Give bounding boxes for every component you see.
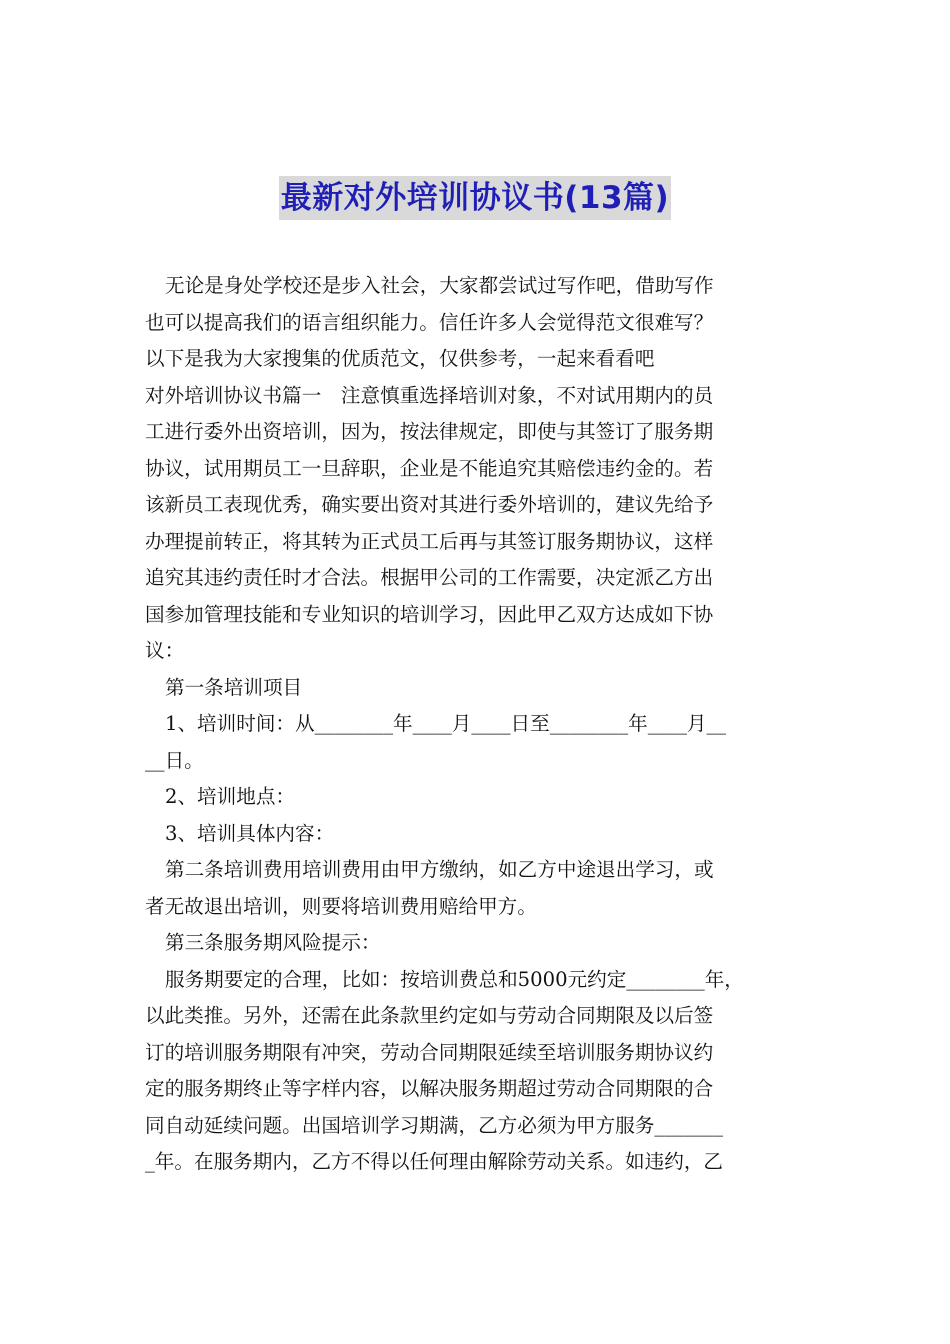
paragraph-line: 也可以提高我们的语言组织能力。信任许多人会觉得范文很难写？ [145, 310, 714, 334]
paragraph-line: 以下是我为大家搜集的优质范文，仅供参考，一起来看看吧 [145, 347, 655, 370]
paragraph-line: 协议，试用期员工一旦辞职，企业是不能追究其赔偿违约金的。若 [145, 456, 714, 480]
section-heading: 第一条培训项目 [165, 675, 303, 699]
paragraph-line: 同自动延续问题。出国培训学习期满，乙方必须为甲方服务_______ [145, 1113, 724, 1137]
paragraph-line: 者无故退出培训，则要将培训费用赔给甲方。 [145, 894, 537, 918]
paragraph-line: 第二条培训费用培训费用由甲方缴纳，如乙方中途退出学习，或 [165, 858, 714, 881]
paragraph-line: 工进行委外出资培训，因为，按法律规定，即使与其签订了服务期 [145, 420, 714, 443]
paragraph-line: __日。 [145, 748, 204, 772]
paragraph-line: 办理提前转正，将其转为正式员工后再与其签订服务期协议，这样 [145, 529, 714, 553]
paragraph-line: 国参加管理技能和专业知识的培训学习，因此甲乙双方达成如下协 [145, 602, 714, 626]
paragraph-line: 以此类推。另外，还需在此条款里约定如与劳动合同期限及以后签 [145, 1004, 714, 1027]
paragraph-line: 定的服务期终止等字样内容，以解决服务期超过劳动合同期限的合 [145, 1077, 714, 1100]
paragraph-line: 2、培训地点： [165, 785, 296, 808]
paragraph-line: _年。在服务期内，乙方不得以任何理由解除劳动关系。如违约，乙 [145, 1150, 724, 1173]
paragraph-line: 1、培训时间：从________年____月____日至________年____月__ [165, 712, 727, 735]
paragraph-line: 该新员工表现优秀，确实要出资对其进行委外培训的，建议先给予 [145, 493, 714, 516]
paragraph-line: 3、培训具体内容： [165, 821, 335, 845]
paragraph-line: 订的培训服务期限有冲突，劳动合同期限延续至培训服务期协议约 [145, 1040, 714, 1064]
document-body [145, 268, 810, 1181]
title-container [0, 176, 950, 220]
paragraph-line: 对外培训协议书篇一 注意慎重选择培训对象，不对试用期内的员 [145, 383, 714, 407]
paragraph-line: 无论是身处学校还是步入社会，大家都尝试过写作吧，借助写作 [165, 274, 714, 297]
section-heading: 第三条服务期风险提示： [165, 931, 381, 954]
document-title: 最新对外培训协议书(13篇) [279, 176, 671, 220]
paragraph-line: 追究其违约责任时才合法。根据甲公司的工作需要，决定派乙方出 [145, 566, 714, 589]
paragraph-line: 议： [145, 639, 185, 662]
paragraph-line: 服务期要定的合理，比如：按培训费总和5000元约定________年， [165, 967, 744, 991]
